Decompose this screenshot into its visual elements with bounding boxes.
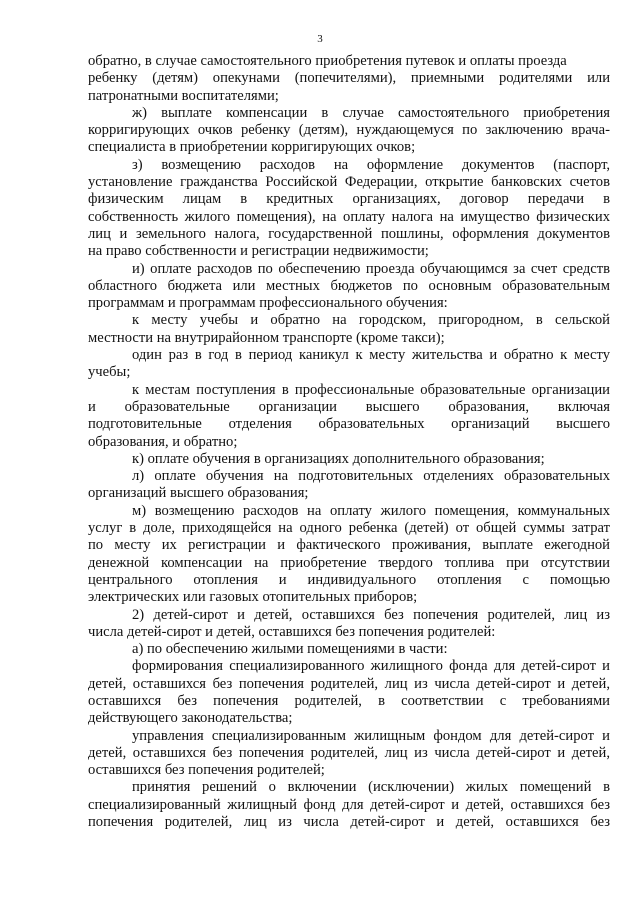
text-line: центрального отопления и индивидуального отопления с помощью xyxy=(88,571,610,588)
text-line: корригирующих очков ребенку (детям), нуждающемуся по заключению врача- xyxy=(88,122,610,139)
text-line: областного бюджета или местных бюджетов по основным образовательным xyxy=(88,277,610,294)
text-line: к месту учебы и обратно на городском, пригородном, в сельской xyxy=(132,312,610,329)
text-line: специализированный жилищный фонд для детей-сирот и детей, оставшихся без xyxy=(88,796,610,813)
text-line: по месту их регистрации и фактического проживания, выплате ежегодной xyxy=(88,537,610,554)
text-line: оставшихся без попечения родителей, в соответствии с требованиями xyxy=(88,692,610,709)
text-line: собственность жилого помещения), на оплату налога на имущество физических xyxy=(88,208,610,225)
text-line: обратно, в случае самостоятельного приобретения путевок и оплаты проезда xyxy=(88,53,567,69)
text-line: а) по обеспечению жилыми помещениями в части: xyxy=(132,641,448,658)
text-line: числа детей-сирот и детей, оставшихся без попечения родителей: xyxy=(88,623,496,640)
text-line: формирования специализированного жилищного фонда для детей-сирот и xyxy=(132,658,610,675)
text-line: на право собственности и регистрации недвижимости; xyxy=(88,243,429,260)
text-line: установление гражданства Российской Федерации, открытие банковских счетов xyxy=(88,174,610,191)
document-body xyxy=(88,53,610,831)
text-line: управления специализированным жилищным фондом для детей-сирот и xyxy=(132,727,610,744)
text-line: подготовительные отделения образовательных организаций высшего xyxy=(88,416,610,433)
text-line: денежной компенсации на приобретение твердого топлива при отсутствии xyxy=(88,554,610,571)
text-line: организаций высшего образования; xyxy=(88,485,309,502)
text-line: программам и программам профессионального обучения: xyxy=(88,295,448,312)
text-line: образования, и обратно; xyxy=(88,433,238,450)
text-line: оставшихся без попечения родителей; xyxy=(88,762,325,779)
text-line: попечения родителей, лиц из числа детей-сирот и детей, оставшихся без xyxy=(88,814,610,831)
text-line: к местам поступления в профессиональные образовательные организации xyxy=(132,381,610,398)
text-line: м) возмещению расходов на оплату жилого помещения, коммунальных xyxy=(132,502,610,519)
text-line: специалиста в приобретении корригирующих очков; xyxy=(88,139,416,156)
text-line: 2) детей-сирот и детей, оставшихся без попечения родителей, лиц из xyxy=(132,606,610,623)
text-line: принятия решений о включении (исключении) жилых помещений в xyxy=(132,779,610,796)
text-line: один раз в год в период каникул к месту жительства и обратно к месту xyxy=(132,347,610,364)
text-line: учебы; xyxy=(88,364,131,381)
text-line: услуг в доле, приходящейся на одного ребенка (детей) от общей суммы затрат xyxy=(88,520,610,537)
text-line: ж) выплате компенсации в случае самостоятельного приобретения xyxy=(132,104,610,121)
text-line: электрических или газовых отопительных приборов; xyxy=(88,589,418,606)
text-line: ребенку (детям) опекунами (попечителями), приемными родителями или xyxy=(88,70,610,87)
text-line: детей, оставшихся без попечения родителей, лиц из числа детей-сирот и детей, xyxy=(88,675,610,692)
text-line: детей, оставшихся без попечения родителей, лиц из числа детей-сирот и детей, xyxy=(88,744,610,761)
text-line: и образовательные организации высшего образования, включая xyxy=(88,398,610,415)
text-line: патронатными воспитателями; xyxy=(88,87,279,104)
text-line: к) оплате обучения в организациях дополнительного образования; xyxy=(132,450,545,467)
text-line: физическим лицам в кредитных организациях, договор передачи в xyxy=(88,191,610,208)
page-number: 3 xyxy=(317,33,323,45)
text-line: лиц и земельного налога, государственной пошлины, оформления документов xyxy=(88,225,610,242)
text-line: л) оплате обучения на подготовительных отделениях образовательных xyxy=(132,468,610,485)
text-line: и) оплате расходов по обеспечению проезда обучающимся за счет средств xyxy=(132,260,610,277)
text-line: действующего законодательства; xyxy=(88,710,293,727)
text-line: местности на внутрирайонном транспорте (кроме такси); xyxy=(88,329,445,346)
text-line: з) возмещению расходов на оформление документов (паспорт, xyxy=(132,156,610,173)
